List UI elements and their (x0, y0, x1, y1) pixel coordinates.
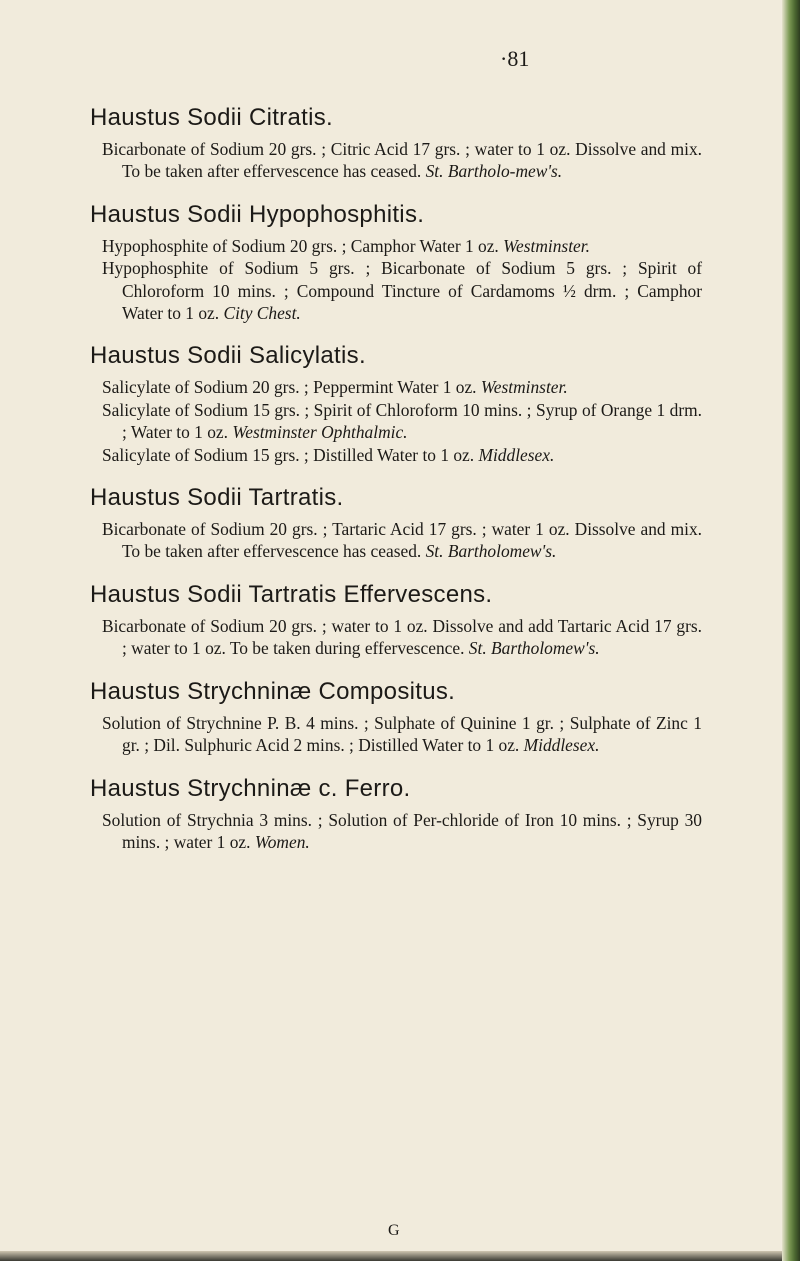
entry-haustus-strychninae-compositus (90, 678, 702, 757)
entry-haustus-sodii-salicylatis (90, 342, 702, 466)
entry-haustus-sodii-tartratis-effervescens (90, 581, 702, 660)
recipe-text: Salicylate of Sodium 15 grs. ; Spirit of Chloroform 10 mins. ; Syrup of Orange 1 drm. ; Water to 1 oz. (102, 399, 702, 443)
recipe-text: Bicarbonate of Sodium 20 grs. ; water to 1 oz. Dissolve and add Tartaric Acid 17 grs. ; water to 1 oz. To be taken during effervescence. (102, 615, 702, 659)
recipe (90, 809, 702, 854)
entry-title: Haustus Sodii Tartratis. (90, 484, 344, 512)
book-cover-edge (782, 0, 800, 1261)
recipe-text: Salicylate of Sodium 20 grs. ; Peppermint Water 1 oz. (102, 377, 477, 398)
recipe-source: Westminster. (480, 377, 568, 398)
entry-title: Haustus Strychninæ Compositus. (90, 677, 456, 705)
recipe-source: St. Bartholo-mew's. (425, 161, 563, 182)
recipe (90, 235, 702, 257)
recipe-source: Westminster. (503, 235, 590, 256)
recipe-source: City Chest. (223, 303, 301, 324)
page-bottom-edge (0, 1251, 782, 1261)
recipe-text: Bicarbonate of Sodium 20 grs. ; Citric Acid 17 grs. ; water to 1 oz. Dissolve and mix. To be taken after effervescence has ceased. (102, 139, 702, 182)
entry-title: Haustus Sodii Salicylatis. (90, 342, 366, 370)
recipe (90, 399, 702, 444)
recipe (90, 444, 702, 466)
entry-title: Haustus Sodii Hypophosphitis. (90, 200, 425, 228)
recipe-source: St. Bartholomew's. (425, 541, 557, 562)
recipe (90, 376, 702, 398)
recipe (90, 712, 702, 757)
entry-haustus-sodii-citratis (90, 104, 702, 183)
recipe (90, 257, 702, 324)
entry-title: Haustus Strychninæ c. Ferro. (90, 774, 411, 802)
signature-mark: G (388, 1222, 400, 1239)
page-content (90, 104, 702, 871)
recipe (90, 138, 702, 183)
entry-title: Haustus Sodii Tartratis Effervescens. (90, 580, 493, 608)
recipe-source: Women. (254, 831, 310, 852)
entry-haustus-sodii-tartratis (90, 484, 702, 563)
entry-haustus-strychninae-c-ferro (90, 775, 702, 854)
recipe-source: Middlesex. (523, 735, 600, 756)
entry-title: Haustus Sodii Citratis. (90, 104, 333, 131)
recipe-source: Westminster Ophthalmic. (232, 422, 408, 443)
page-number: ·81 (500, 46, 530, 71)
recipe-text: Hypophosphite of Sodium 20 grs. ; Camphor Water 1 oz. (102, 235, 499, 256)
recipe (90, 615, 702, 660)
recipe-text: Bicarbonate of Sodium 20 grs. ; Tartaric Acid 17 grs. ; water 1 oz. Dissolve and mix. To be taken after effervescence has ceased. (102, 519, 702, 562)
recipe-text: Solution of Strychnine P. B. 4 mins. ; Sulphate of Quinine 1 gr. ; Sulphate of Zinc 1 gr. ; Dil. Sulphuric Acid 2 mins. ; Distilled Water to 1 oz. (102, 712, 702, 756)
recipe (90, 518, 702, 563)
recipe-text: Hypophosphite of Sodium 5 grs. ; Bicarbonate of Sodium 5 grs. ; Spirit of Chloroform 10 mins. ; Compound Tincture of Cardamoms ½ drm. ; Camphor Water to 1 oz. (102, 258, 702, 324)
entry-haustus-sodii-hypophosphitis (90, 201, 702, 325)
recipe-source: Middlesex. (478, 444, 555, 465)
recipe-source: St. Bartholomew's. (468, 638, 600, 659)
recipe-text: Solution of Strychnia 3 mins. ; Solution of Per-chloride of Iron 10 mins. ; Syrup 30 mins. ; water 1 oz. (102, 809, 702, 852)
recipe-text: Salicylate of Sodium 15 grs. ; Distilled Water to 1 oz. (102, 444, 475, 465)
